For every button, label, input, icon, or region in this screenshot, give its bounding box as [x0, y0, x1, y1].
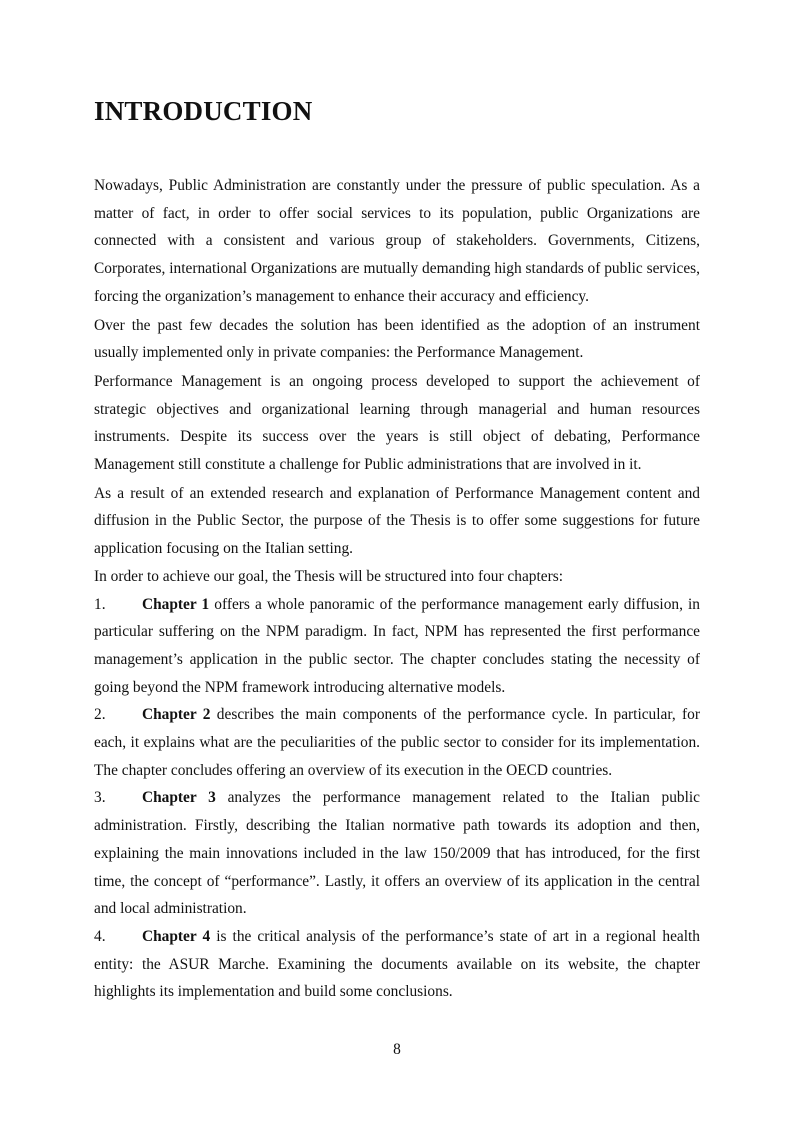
chapter-list-item-3	[94, 784, 700, 923]
chapter-label: Chapter 2	[142, 706, 211, 724]
paragraph-structure: In order to achieve our goal, the Thesis will be structured into four chapters:	[94, 567, 563, 585]
chapter-label: Chapter 1	[142, 595, 210, 613]
chapter-description: is the critical analysis of the performance’s state of art in a regional health entity: the ASUR Marche. Examining the documents available on its website, the chapter highlights its implementation and build some conclusions.	[94, 927, 700, 1001]
list-number: 4.	[94, 927, 106, 945]
chapter-description: describes the main components of the performance cycle. In particular, for each, it explains what are the peculiarities of the public sector to consider for its implementation. The chapter concludes offering an overview of its execution in the OECD countries.	[94, 706, 700, 779]
paragraph-solution: Over the past few decades the solution has been identified as the adoption of an instrument usually implemented only in private companies: the Performance Management.	[94, 316, 700, 362]
paragraph-purpose: As a result of an extended research and explanation of Performance Management content and diffusion in the Public Sector, the purpose of the Thesis is to offer some suggestions for future application focusing on the Italian setting.	[94, 484, 700, 558]
chapter-description: offers a whole panoramic of the performance management early diffusion, in particular suffering on the NPM paradigm. In fact, NPM has represented the first performance management’s application in the public sector. The chapter concludes stating the necessity of going beyond the NPM framework introducing alternative models.	[94, 595, 700, 696]
list-number: 2.	[94, 706, 106, 724]
chapter-list-item-2	[94, 701, 700, 784]
paragraph-intro: Nowadays, Public Administration are constantly under the pressure of public speculation. As a matter of fact, in order to offer social services to its population, public Organizations are connected with a consistent and various group of stakeholders. Governments, Citizens, Corporates, international Organizations are mutually demanding high standards of public services, forcing the organization’s management to enhance their accuracy and efficiency.	[94, 177, 700, 305]
page-title: INTRODUCTION	[94, 96, 313, 126]
chapter-description: analyzes the performance management related to the Italian public administration. Firstly, describing the Italian normative path towards its adoption and then, explaining the main innovations included in the law 150/2009 that has introduced, for the first time, the concept of “performance”. Lastly, it offers an overview of its application in the central and local administration.	[94, 789, 701, 918]
body-text	[94, 172, 700, 1006]
paragraph-definition: Performance Management is an ongoing process developed to support the achievement of strategic objectives and organizational learning through managerial and human resources instruments. Despite its success over the years is still object of debating, Performance Management still constitute a challenge for Public administrations that are involved in it.	[94, 372, 700, 474]
chapter-list-item-1	[94, 591, 700, 702]
list-number: 1.	[94, 595, 106, 613]
page-number: 8	[393, 1041, 401, 1058]
list-number: 3.	[94, 789, 106, 807]
chapter-label: Chapter 3	[142, 789, 216, 807]
chapter-list-item-4	[94, 923, 700, 1006]
chapter-label: Chapter 4	[142, 927, 211, 945]
